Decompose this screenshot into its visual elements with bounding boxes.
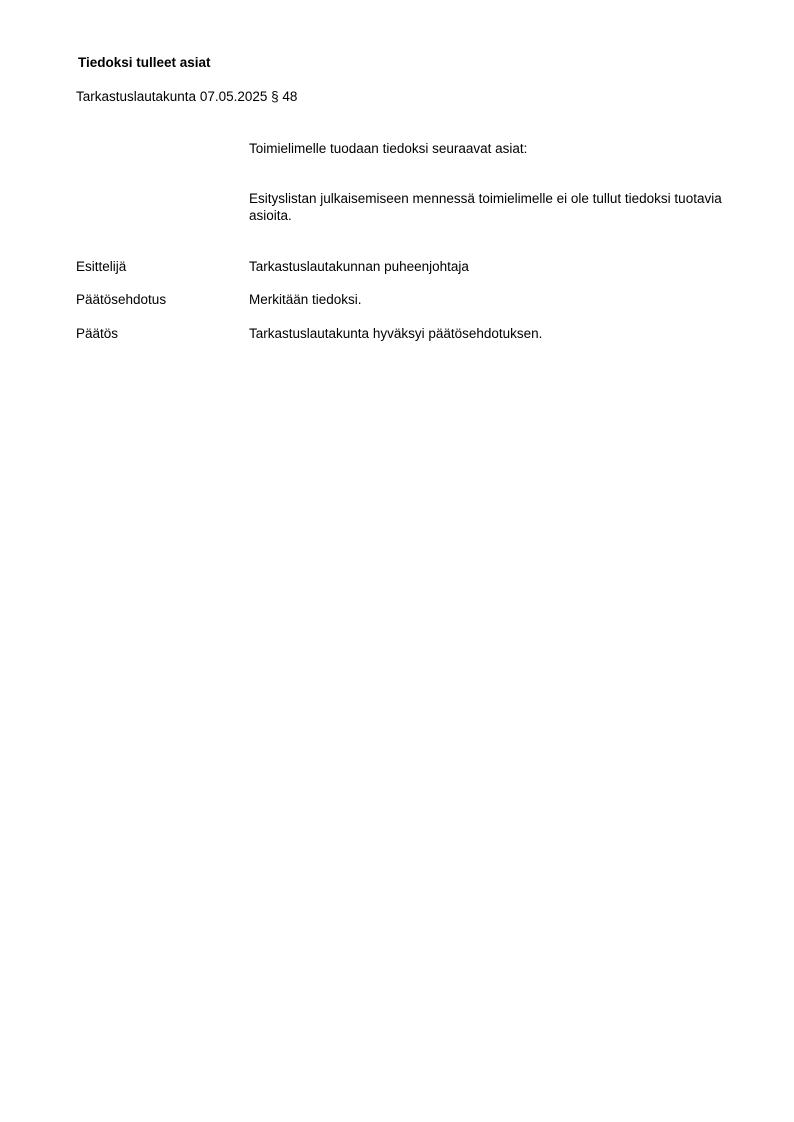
meeting-reference: Tarkastuslautakunta 07.05.2025 § 48 bbox=[76, 89, 298, 104]
presenter-label: Esittelijä bbox=[76, 259, 127, 274]
document-title: Tiedoksi tulleet asiat bbox=[78, 55, 211, 70]
proposal-value: Merkitään tiedoksi. bbox=[249, 292, 362, 307]
decision-value: Tarkastuslautakunta hyväksyi päätösehdotuksen. bbox=[249, 326, 543, 341]
intro-text: Toimielimelle tuodaan tiedoksi seuraavat asiat: bbox=[249, 141, 528, 156]
presenter-value: Tarkastuslautakunnan puheenjohtaja bbox=[249, 259, 469, 274]
proposal-label: Päätösehdotus bbox=[76, 292, 167, 307]
note-text: Esityslistan julkaisemiseen mennessä toimielimelle ei ole tullut tiedoksi tuotavia asioita. bbox=[249, 191, 722, 223]
decision-label: Päätös bbox=[76, 326, 119, 341]
